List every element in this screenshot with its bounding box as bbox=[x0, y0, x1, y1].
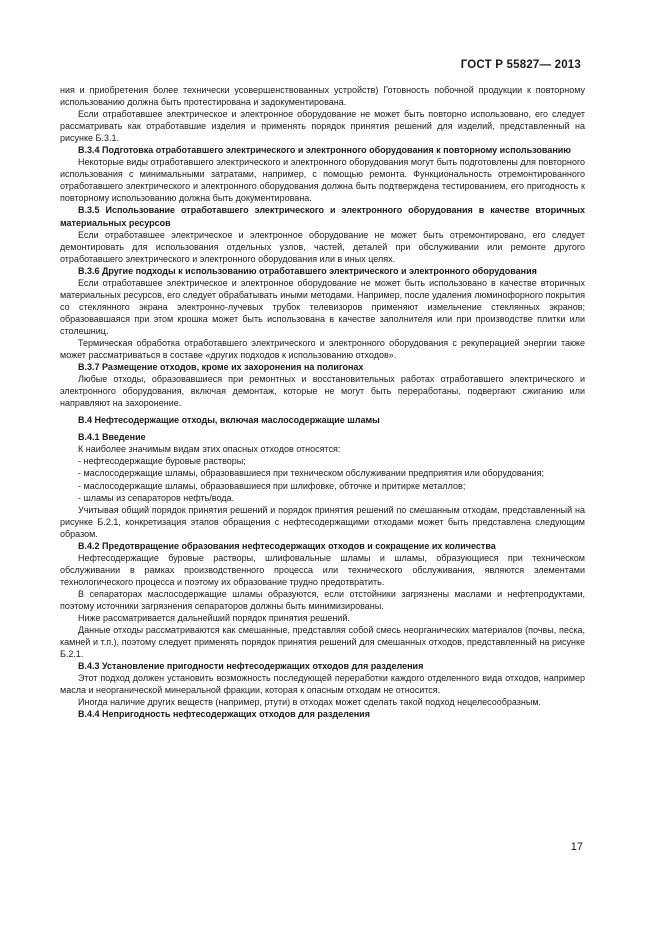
section-heading: В.3.4 Подготовка отработавшего электрического и электронного оборудования к повторному использованию bbox=[78, 145, 571, 156]
section-heading: В.3.7 Размещение отходов, кроме их захоронения на полигонах bbox=[78, 362, 364, 373]
paragraph: Учитывая общий порядок принятия решений и порядок принятия решений по смешанным отходам, представленный на рисунке Б.2.1, конкретизация этапов обращения с нефтесодержащими отходами может быть представлена следующим образом. bbox=[60, 504, 585, 539]
section-heading: В.3.6 Другие подходы к использованию отработавшего электрического и электронного оборудования bbox=[78, 265, 537, 276]
section-heading: В.4.4 Непригодность нефтесодержащих отходов для разделения bbox=[78, 709, 370, 720]
paragraph: Иногда наличие других веществ (например, ртути) в отходах может сделать такой подход нецелесообразным. bbox=[78, 697, 542, 708]
paragraph: В сепараторах маслосодержащие шламы образуются, если отстойники загрязнены маслами и нефтепродуктами, поэтому источники загрязнения сепараторов должны быть минимизированы. bbox=[60, 588, 585, 611]
document-body bbox=[60, 84, 585, 720]
paragraph: Этот подход должен установить возможность последующей переработки каждого отделенного вида отходов, например масла и неорганической минеральной фракции, которая к опасным отходам не относится. bbox=[60, 673, 585, 696]
section-heading: В.4 Нефтесодержащие отходы, включая маслосодержащие шламы bbox=[78, 415, 380, 426]
list-item: - маслосодержащие шламы, образовавшиеся при техническом обслуживании предприятия или оборудования; bbox=[78, 468, 544, 479]
paragraph: Ниже рассматривается дальнейший порядок принятия решений. bbox=[78, 613, 350, 624]
paragraph: Если отработавшее электрическое и электронное оборудование не может быть повторно использовано, его следует рассматривать как отработавшие изделия и применять порядок принятия решений для изделий, представленный на рисунке Б.3.1. bbox=[60, 109, 585, 144]
section-heading: В.4.2 Предотвращение образования нефтесодержащих отходов и сокращение их количества bbox=[78, 540, 496, 551]
paragraph: Любые отходы, образовавшиеся при ремонтных и восстановительных работах отработавшего электрического и электронного оборудования, включая демонтаж, которые не могут быть переработаны, подвергают сжиганию или направляют на захоронение. bbox=[60, 374, 585, 409]
paragraph: К наиболее значимым видам этих опасных отходов относятся: bbox=[78, 444, 341, 455]
paragraph: Некоторые виды отработавшего электрического и электронного оборудования могут быть подготовлены для повторного использования с минимальными затратами, например, с помощью ремонта. Функциональность отремонтированного отработавшего электрического и электронного оборудования должна быть подтверждена тестированием, его пригодность к повторному использованию должна быть документирована. bbox=[60, 157, 585, 204]
section-heading: В.4.1 Введение bbox=[78, 432, 146, 443]
paragraph: Если отработавшее электрическое и электронное оборудование не может быть использовано в качестве вторичных материальных ресурсов, его следует обрабатывать иными методами. Например, после удаления люминофорного покрытия со стеклянного экрана электронно-лучевых трубок телевизоров применяют измельчение стеклянных экранов; образовавшаяся при этом крошка может быть использована в качестве заполнителя или при производстве плитки или столешниц. bbox=[60, 277, 585, 336]
paragraph: Термическая обработка отработавшего электрического и электронного оборудования с рекуперацией энергии также может рассматриваться в составе «других подходов к использованию отходов». bbox=[60, 337, 585, 361]
document-number-header: ГОСТ Р 55827— 2013 bbox=[460, 59, 581, 71]
page-number: 17 bbox=[570, 841, 583, 853]
paragraph: Если отработавшее электрическое и электронное оборудование не может быть отремонтировано, его следует демонтировать для использования отдельных узлов, частей, деталей при обслуживании или ремонте другого отработавшего электрического и электронного оборудования или в иных целях. bbox=[60, 229, 585, 264]
paragraph: Нефтесодержащие буровые растворы, шлифовальные шламы и шламы, образующиеся при техническом обслуживании в рамках производственного процесса или технического обслуживания, являются элементами технологического процесса и поэтому их образование трудно предотвратить. bbox=[60, 552, 585, 587]
list-item: - нефтесодержащие буровые растворы; bbox=[78, 456, 246, 467]
paragraph: Данные отходы рассматриваются как смешанные, представляя собой смесь неорганических материалов (почвы, песка, камней и т.п.), поэтому следует применять порядок принятия решений для смешанных отходов, представленный на рисунке Б.2.1. bbox=[60, 625, 585, 660]
paragraph: ния и приобретения более технически усовершенствованных устройств) Готовность побочной продукции к повторному использованию должна быть протестирована и задокументирована. bbox=[60, 85, 585, 108]
list-item: - маслосодержащие шламы, образовавшиеся при шлифовке, обточке и притирке металлов; bbox=[78, 480, 466, 491]
list-item: - шламы из сепараторов нефть/вода. bbox=[78, 492, 235, 503]
section-heading: В.3.5 Использование отработавшего электрического и электронного оборудования в качестве вторичных материальных ресурсов bbox=[60, 205, 585, 228]
section-heading: В.4.3 Установление пригодности нефтесодержащих отходов для разделения bbox=[78, 661, 424, 672]
